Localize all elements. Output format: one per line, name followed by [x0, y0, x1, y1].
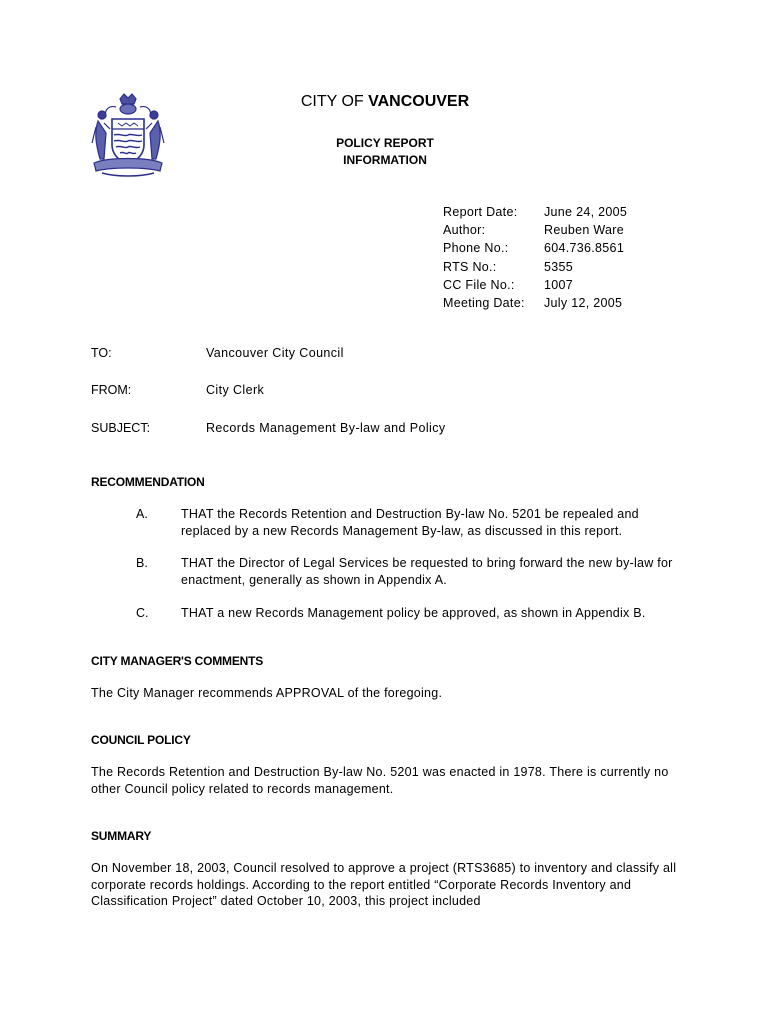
report-subtitle: INFORMATION [343, 153, 427, 167]
recommendation-item [91, 605, 681, 622]
city-manager-text: The City Manager recommends APPROVAL of the foregoing. [91, 686, 443, 700]
meta-row [443, 258, 627, 276]
meta-value: June 24, 2005 [544, 205, 628, 219]
to-row [91, 346, 344, 360]
subject-label: SUBJECT: [91, 421, 151, 435]
meta-row [443, 239, 627, 257]
recommendation-letter: B. [136, 556, 148, 570]
meta-row [443, 294, 627, 312]
city-name: VANCOUVER [368, 93, 470, 110]
summary-text: On November 18, 2003, Council resolved to approve a project (RTS3685) to inventory and classify all corporate records holdings. According to the report entitled “Corporate Records Inventory and Classification Project” dated October 10, 2003, this project included [91, 861, 677, 908]
recommendation-text: THAT the Records Retention and Destruction By-law No. 5201 be repealed and replaced by a new Records Management By-law, as discussed in this report. [181, 507, 639, 538]
meta-label: Author: [443, 223, 486, 238]
from-row [91, 383, 264, 397]
recommendation-letter: A. [136, 507, 148, 521]
subject-value: Records Management By-law and Policy [206, 421, 446, 435]
page-title [0, 93, 770, 111]
meta-value: 604.736.8561 [544, 241, 625, 256]
meta-row [443, 276, 627, 294]
report-meta [443, 203, 627, 312]
recommendation-item [91, 555, 681, 589]
from-value: City Clerk [206, 383, 265, 397]
meta-label: Meeting Date: [443, 296, 525, 311]
recommendation-heading: RECOMMENDATION [91, 475, 205, 489]
meta-value: July 12, 2005 [544, 296, 623, 311]
meta-label: CC File No.: [443, 277, 515, 292]
from-label: FROM: [91, 383, 132, 397]
recommendation-text: THAT the Director of Legal Services be requested to bring forward the new by-law for enactment, generally as shown in Appendix A. [181, 556, 673, 587]
recommendation-text: THAT a new Records Management policy be approved, as shown in Appendix B. [181, 606, 646, 620]
meta-label: Report Date: [443, 205, 518, 219]
summary-heading: SUMMARY [91, 829, 152, 843]
city-manager-heading: CITY MANAGER'S COMMENTS [91, 654, 264, 668]
meta-value: Reuben Ware [544, 223, 624, 238]
to-label: TO: [91, 346, 112, 360]
council-policy-text: The Records Retention and Destruction By-law No. 5201 was enacted in 1978. There is currently no other Council policy related to records management. [91, 765, 669, 796]
meta-row [443, 203, 627, 221]
recommendation-letter: C. [136, 606, 149, 620]
subject-row [91, 421, 446, 435]
recommendation-item [91, 506, 681, 540]
to-value: Vancouver City Council [206, 346, 344, 360]
report-title: POLICY REPORT [336, 136, 434, 150]
meta-value: 5355 [544, 259, 574, 274]
council-policy-heading: COUNCIL POLICY [91, 733, 191, 747]
meta-value: 1007 [544, 277, 574, 292]
meta-label: Phone No.: [443, 241, 509, 256]
city-prefix: CITY OF [300, 93, 369, 110]
meta-label: RTS No.: [443, 259, 497, 274]
meta-row [443, 221, 627, 239]
